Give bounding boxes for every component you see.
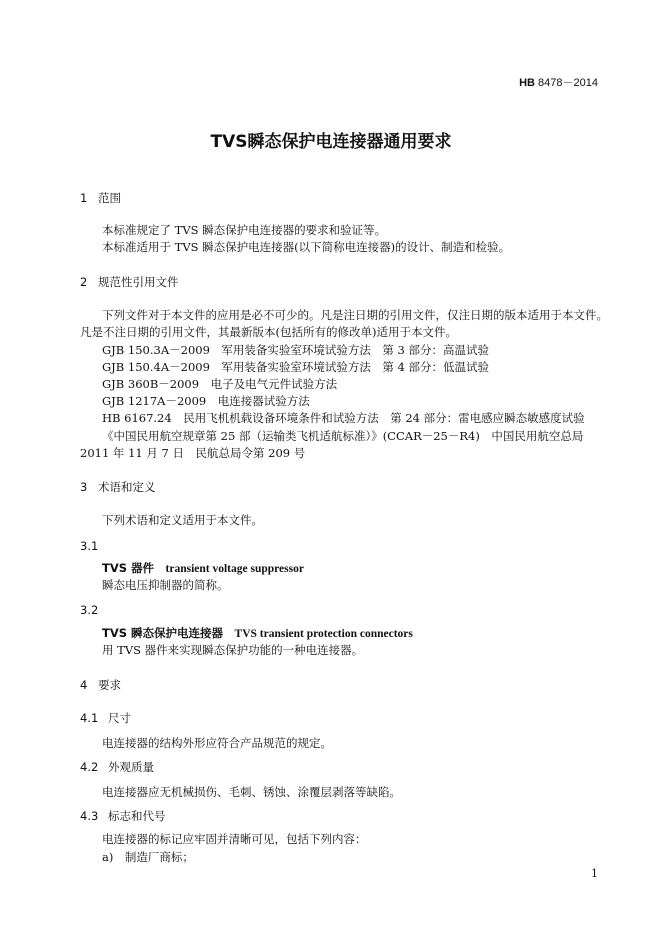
section-title: 术语和定义 <box>98 480 156 494</box>
list-item-a: a) 制造厂商标； <box>102 850 194 864</box>
reference-item: 《中国民用航空规章第 25 部（运输类飞机适航标准）》(CCAR－25－R4) 中国民用航空总局 <box>102 429 584 443</box>
document-title: TVS瞬态保护电连接器通用要求 <box>210 132 452 152</box>
subsection-title: 外观质量 <box>108 760 154 774</box>
paragraph: 本标准规定了 TVS 瞬态保护电连接器的要求和验证等。 <box>102 223 387 237</box>
section-number: 1 <box>80 191 88 205</box>
term-3-1 <box>102 563 304 576</box>
paragraph: 电连接器应无机械损伤、毛刺、锈蚀、涂覆层剥落等缺陷。 <box>102 785 401 799</box>
paragraph: 电连接器的标记应牢固并清晰可见，包括下列内容： <box>102 832 367 846</box>
standard-prefix: HB <box>519 77 535 89</box>
term-definition: 用 TVS 器件来实现瞬态保护功能的一种电连接器。 <box>102 643 364 657</box>
subsection-title: 标志和代号 <box>108 809 166 823</box>
subsection-title: 尺寸 <box>108 711 131 725</box>
subsection-4-1-heading <box>80 713 131 725</box>
section-title: 规范性引用文件 <box>98 275 179 289</box>
section-title: 范围 <box>98 191 121 205</box>
section-number: 4 <box>80 678 88 692</box>
subsection-number: 4.1 <box>80 711 99 725</box>
section-number: 2 <box>80 275 88 289</box>
reference-item: GJB 150.4A－2009 军用装备实验室环境试验方法 第 4 部分：低温试验 <box>102 360 490 374</box>
paragraph: 下列术语和定义适用于本文件。 <box>102 513 263 527</box>
term-english: transient voltage suppressor <box>165 563 304 575</box>
section-1-heading <box>80 193 121 205</box>
term-3-1-number: 3.1 <box>80 539 99 553</box>
subsection-number: 4.2 <box>80 760 99 774</box>
paragraph: 电连接器的结构外形应符合产品规范的规定。 <box>102 736 332 750</box>
section-title: 要求 <box>98 678 121 692</box>
section-2-heading <box>80 277 179 289</box>
term-chinese: TVS 瞬态保护电连接器 <box>102 626 224 640</box>
reference-item: GJB 1217A－2009 电连接器试验方法 <box>102 394 310 408</box>
section-4-heading <box>80 680 121 692</box>
subsection-4-3-heading <box>80 811 166 823</box>
term-english: TVS transient protection connectors <box>234 628 413 640</box>
paragraph: 本标准适用于 TVS 瞬态保护电连接器(以下简称电连接器)的设计、制造和检验。 <box>102 240 511 254</box>
reference-item: GJB 360B－2009 电子及电气元件试验方法 <box>102 377 338 391</box>
reference-item: GJB 150.3A－2009 军用装备实验室环境试验方法 第 3 部分：高温试验 <box>102 343 490 357</box>
page-number: 1 <box>591 867 598 880</box>
paragraph-continuation: 凡是不注日期的引用文件，其最新版本(包括所有的修改单)适用于本文件。 <box>80 325 457 339</box>
term-definition: 瞬态电压抑制器的简称。 <box>102 578 229 592</box>
reference-item: HB 6167.24 民用飞机机载设备环境条件和试验方法 第 24 部分：雷电感应瞬态敏感度试验 <box>102 411 585 425</box>
term-3-2-number: 3.2 <box>80 603 99 617</box>
subsection-4-2-heading <box>80 762 154 774</box>
standard-number: 8478－2014 <box>538 77 598 89</box>
term-chinese: TVS 器件 <box>102 561 155 575</box>
subsection-number: 4.3 <box>80 809 99 823</box>
section-3-heading <box>80 482 156 494</box>
paragraph: 下列文件对于本文件的应用是必不可少的。凡是注日期的引用文件，仅注日期的版本适用于本文件。 <box>102 308 608 322</box>
standard-code <box>519 78 598 89</box>
reference-continuation: 2011 年 11 月 7 日 民航总局令第 209 号 <box>80 446 306 460</box>
term-3-2 <box>102 628 413 641</box>
section-number: 3 <box>80 480 88 494</box>
